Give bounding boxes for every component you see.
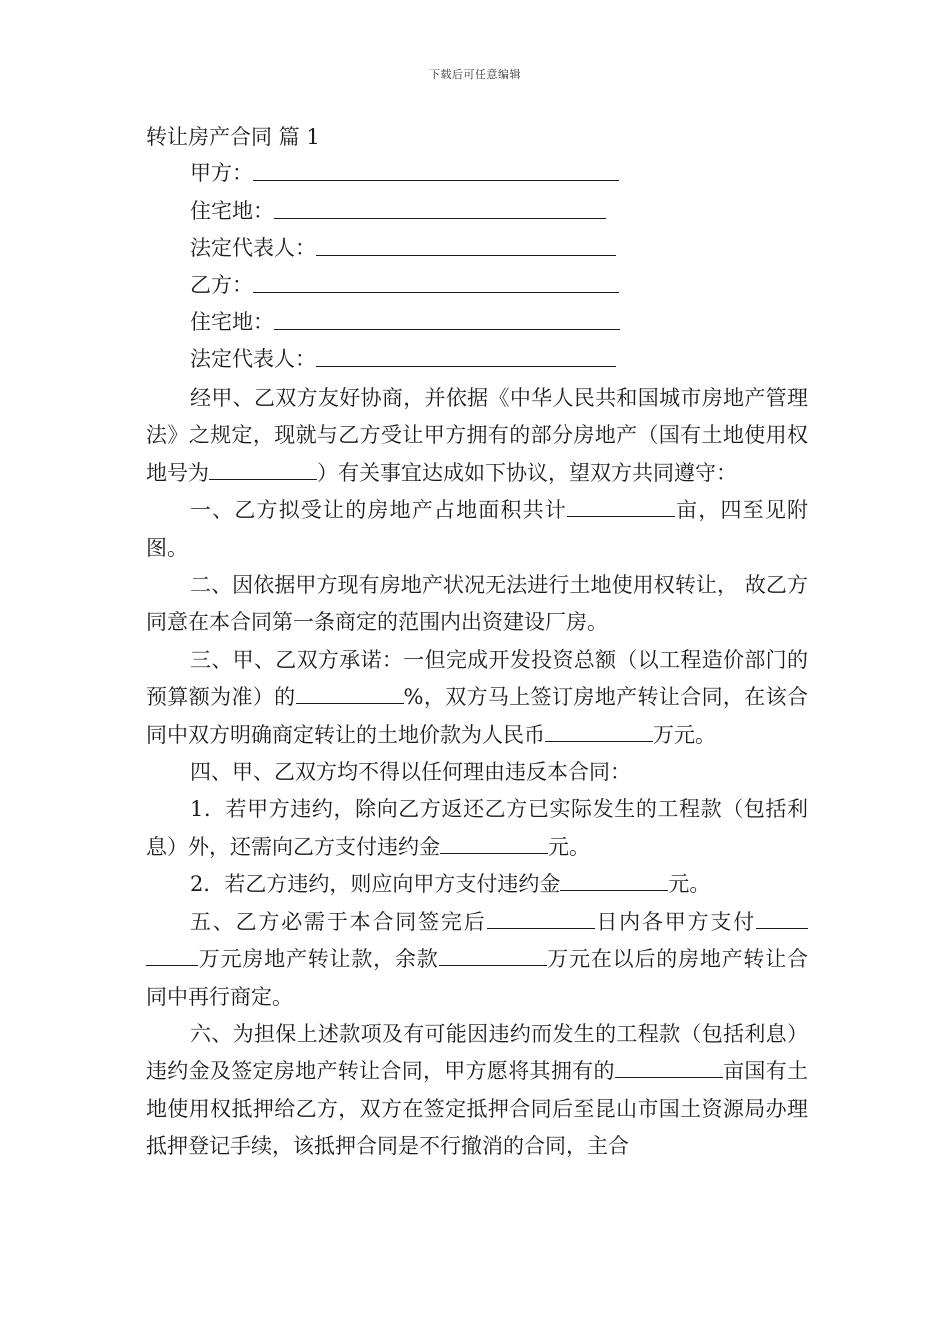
clause-4: 四、甲、乙双方均不得以任何理由违反本合同：: [190, 760, 631, 785]
fill-in-blank: [545, 717, 653, 742]
paragraph-text: 万元。: [653, 722, 716, 747]
fill-in-blank: [274, 307, 620, 330]
fill-in-blank: [316, 344, 616, 367]
paragraph-text: 元。: [548, 834, 590, 859]
paragraph-text: 元。: [668, 872, 711, 897]
document-title: 转让房产合同 篇 1: [146, 125, 320, 149]
clause-4-item-2: [146, 866, 808, 903]
fill-in-blank: [316, 233, 616, 256]
field-label: 乙方：: [190, 273, 253, 297]
fill-in-blank: [615, 1053, 723, 1078]
paragraph-text: 日内各甲方支付: [594, 909, 757, 934]
paragraph-text: 六、为担保上述款项及有可能因违约而发生的工程款（包括利息）违约金及签定房地产转让合同，甲方愿将其拥有的: [146, 1021, 808, 1084]
contract-body: [146, 380, 808, 1166]
clause-6: [146, 1016, 808, 1166]
field-party-b-representative: [190, 344, 616, 374]
clause-5: [146, 904, 808, 1016]
field-label: 法定代表人：: [190, 236, 316, 260]
field-party-a-address: [190, 196, 606, 226]
field-party-b: [190, 270, 619, 300]
field-label: 住宅地：: [190, 199, 274, 223]
field-party-a: [190, 158, 619, 188]
field-label: 甲方：: [190, 161, 253, 185]
field-party-b-address: [190, 307, 620, 337]
clause-3: [146, 642, 808, 754]
paragraph-text: 五、乙方必需于本合同签完后: [190, 909, 487, 934]
fill-in-blank: [253, 270, 619, 293]
paragraph-text: 2．若乙方违约，则应向甲方支付违约金: [190, 872, 561, 897]
paragraph-text: %，双方马上签订房地产转让合同，在该合同中双方明确商定转让的土地价款为人民币: [146, 685, 809, 747]
paragraph-text: 万元在以后的房地产转让合同中再行商定。: [146, 947, 808, 1009]
fill-in-blank: [439, 941, 547, 966]
clause-1: [146, 492, 808, 567]
clause-2: 二、因依据甲方现有房地产状况无法进行土地使用权转让， 故乙方同意在本合同第一条商定的范围内出资建设厂房。: [146, 573, 808, 635]
field-party-a-representative: [190, 233, 616, 263]
paragraph-text: 一、乙方拟受让的房地产占地面积共计: [190, 498, 567, 523]
fill-in-blank: [560, 866, 668, 891]
clause-4-item-1: [146, 791, 808, 866]
fill-in-blank: [274, 196, 606, 219]
paragraph-text: ）有关事宜达成如下协议，望双方共同遵守：: [317, 460, 737, 485]
fill-in-blank: [440, 829, 548, 854]
paragraph-text: 亩国有土地使用权抵押给乙方，双方在签定抵押合同后至昆山市国土资源局办理抵押登记手续，该抵押合同是不行撤消的合同，主合: [146, 1059, 809, 1159]
paragraph-text: 1．若甲方违约，除向乙方返还乙方已实际发生的工程款（包括利息）外，还需向乙方支付违约金: [146, 797, 808, 859]
field-label: 住宅地：: [190, 310, 274, 334]
fill-in-blank: [146, 941, 198, 966]
paragraph-text: 经甲、乙双方友好协商，并依据《中华人民共和国城市房地产管理法》之规定，现就与乙方受让甲方拥有的部分房地产（国有土地使用权地号为: [146, 386, 808, 485]
fill-in-blank: [296, 679, 404, 704]
page-header-note: 下载后可任意编辑: [429, 68, 521, 81]
fill-in-blank: [756, 904, 808, 929]
fill-in-blank: [209, 455, 317, 480]
fill-in-blank: [567, 492, 675, 517]
fill-in-blank: [253, 158, 619, 181]
fill-in-blank: [487, 904, 595, 929]
paragraph-text: 亩，四至见附图。: [146, 498, 809, 560]
paragraph-text: 万元房地产转让款，余款: [198, 947, 439, 972]
paragraph-text: 三、甲、乙双方承诺：一但完成开发投资总额（以工程造价部门的预算额为准）的: [146, 647, 808, 710]
field-label: 法定代表人：: [190, 347, 316, 371]
paragraph-intro: [146, 380, 808, 492]
